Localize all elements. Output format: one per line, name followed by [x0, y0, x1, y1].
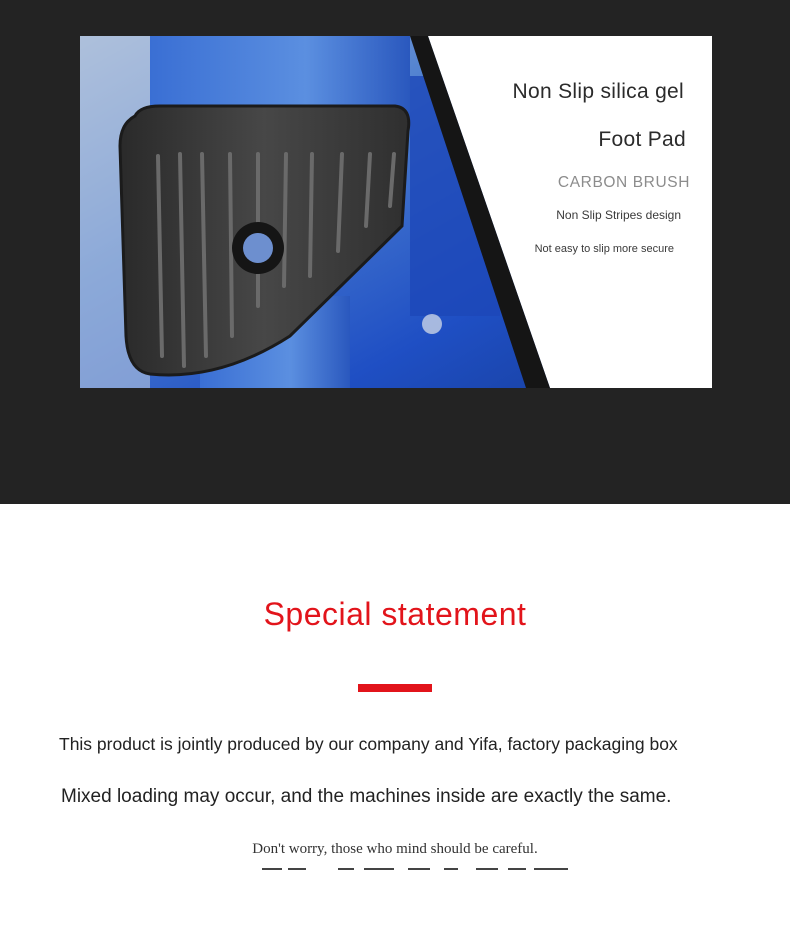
cropped-text-fragment	[258, 866, 578, 880]
feature-title-line2: Foot Pad	[598, 128, 686, 151]
statement-line2: Mixed loading may occur, and the machines inside are exactly the same.	[61, 786, 672, 807]
foot-pad-photo	[80, 36, 712, 388]
feature-detail-line2: Not easy to slip more secure	[534, 243, 674, 255]
feature-title-line1: Non Slip silica gel	[512, 80, 684, 103]
statement-line3: Don't worry, those who mind should be careful.	[252, 841, 538, 857]
statement-line1: This product is jointly produced by our company and Yifa, factory packaging box	[59, 734, 678, 754]
feature-detail-line1: Non Slip Stripes design	[556, 208, 681, 222]
statement-heading: Special statement	[263, 596, 527, 632]
feature-subtitle: CARBON BRUSH	[557, 174, 690, 191]
heading-underline	[358, 684, 432, 692]
